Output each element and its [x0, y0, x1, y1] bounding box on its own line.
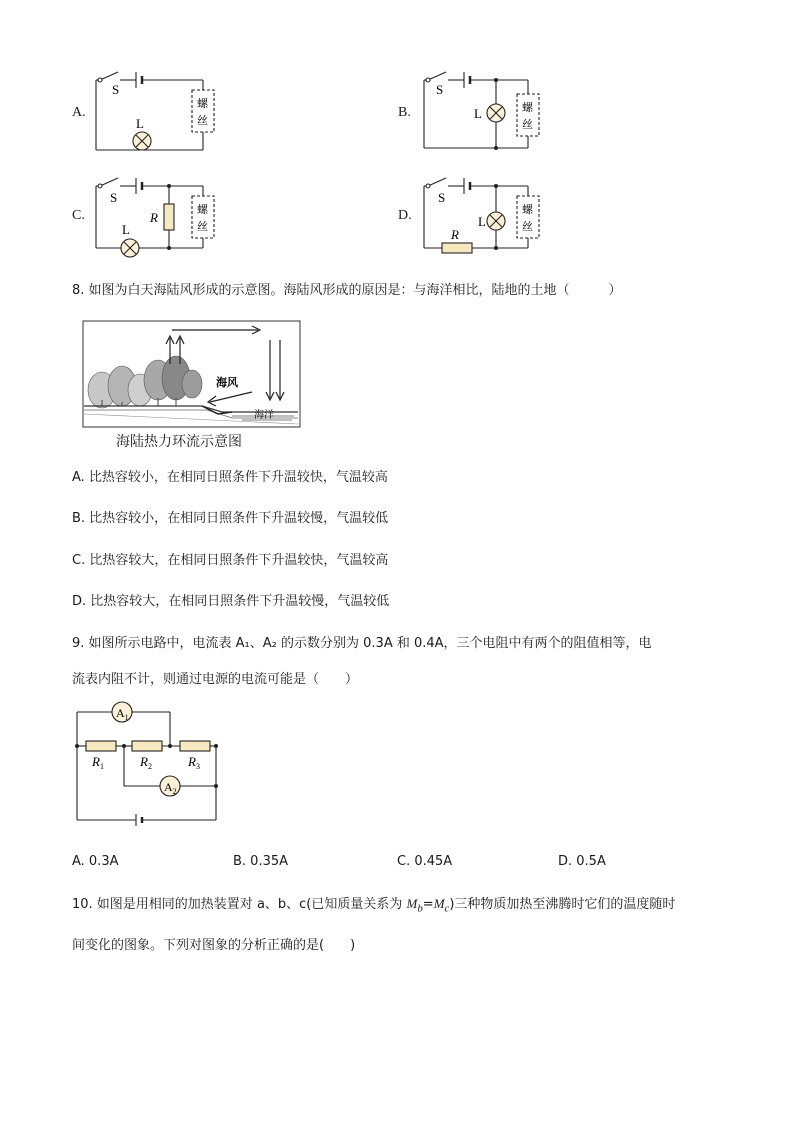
coil-label-2: 丝 — [197, 115, 208, 127]
resistor-label: R — [451, 227, 459, 242]
switch-label: S — [112, 82, 120, 97]
option-c-label: C. — [72, 208, 85, 223]
q9-circuit-diagram — [70, 700, 230, 832]
q8-option-d: D. 比热容较大，在相同日照条件下升温较慢，气温较低 — [72, 594, 390, 609]
q8-option-b: B. 比热容较小，在相同日照条件下升温较慢，气温较低 — [72, 511, 389, 526]
q9-option-d: D. 0.5A — [558, 854, 606, 869]
option-d-label: D. — [398, 208, 412, 223]
circuit-b-diagram — [416, 68, 546, 158]
lamp-label: L — [122, 222, 130, 237]
circuit-c-diagram — [88, 172, 218, 262]
mass-symbol-b: $M_b$ — [406, 896, 423, 915]
option-b-label: B. — [398, 105, 411, 120]
switch-label: S — [436, 82, 444, 97]
ammeter-a2-label: $A_2$ — [164, 780, 177, 796]
q8-option-c: C. 比热容较大，在相同日照条件下升温较快，气温较高 — [72, 553, 389, 568]
coil-label-1: 螺 — [197, 98, 208, 110]
q10-stem-line1 — [72, 895, 675, 918]
coil-label-2: 丝 — [522, 119, 533, 131]
q10-text-pre: 10. 如图是用相同的加热装置对 a、b、c(已知质量关系为 — [72, 897, 407, 912]
lamp-label: L — [474, 106, 482, 121]
ammeter-a1-label: $A_1$ — [116, 706, 129, 722]
circuit-d-diagram — [416, 172, 556, 262]
q10-stem-line2: 间变化的图象。下列对图象的分析正确的是( ) — [72, 938, 356, 953]
switch-label: S — [438, 190, 446, 205]
resistor-r2-label: $R_2$ — [140, 754, 152, 771]
coil-label-2: 丝 — [197, 221, 208, 233]
equals-sign: = — [422, 897, 434, 912]
coil-label-1: 螺 — [522, 102, 533, 114]
switch-label: S — [110, 190, 118, 205]
circuit-a-diagram — [88, 68, 218, 158]
q8-stem: 8. 如图为白天海陆风形成的示意图。海陆风形成的原因是：与海洋相比，陆地的土地（ ） — [72, 283, 622, 298]
wind-label: 海风 — [216, 377, 238, 389]
lamp-label: L — [136, 116, 144, 131]
lamp-label: L — [478, 214, 486, 229]
sea-label: 海洋 — [254, 410, 274, 421]
q9-stem-line1: 9. 如图所示电路中，电流表 A₁、A₂ 的示数分别为 0.3A 和 0.4A，三个电阻中有两个的阻值相等，电 — [72, 636, 652, 651]
sea-land-breeze-figure — [82, 320, 302, 430]
figure-caption: 海陆热力环流示意图 — [116, 435, 242, 450]
coil-label-2: 丝 — [522, 221, 533, 233]
coil-label-1: 螺 — [197, 204, 208, 216]
q9-stem-line2: 流表内阻不计，则通过电源的电流可能是（ ） — [72, 672, 359, 687]
q8-option-a: A. 比热容较小，在相同日照条件下升温较快，气温较高 — [72, 470, 388, 485]
option-a-label: A. — [72, 105, 86, 120]
q9-option-c: C. 0.45A — [397, 854, 453, 869]
q10-text-post: )三种物质加热至沸腾时它们的温度随时 — [449, 897, 676, 912]
resistor-r1-label: $R_1$ — [92, 754, 104, 771]
q9-option-b: B. 0.35A — [233, 854, 289, 869]
q9-option-a: A. 0.3A — [72, 854, 119, 869]
coil-label-1: 螺 — [522, 204, 533, 216]
resistor-label: R — [150, 210, 158, 225]
mass-symbol-c: $M_c$ — [433, 896, 450, 915]
resistor-r3-label: $R_3$ — [188, 754, 200, 771]
